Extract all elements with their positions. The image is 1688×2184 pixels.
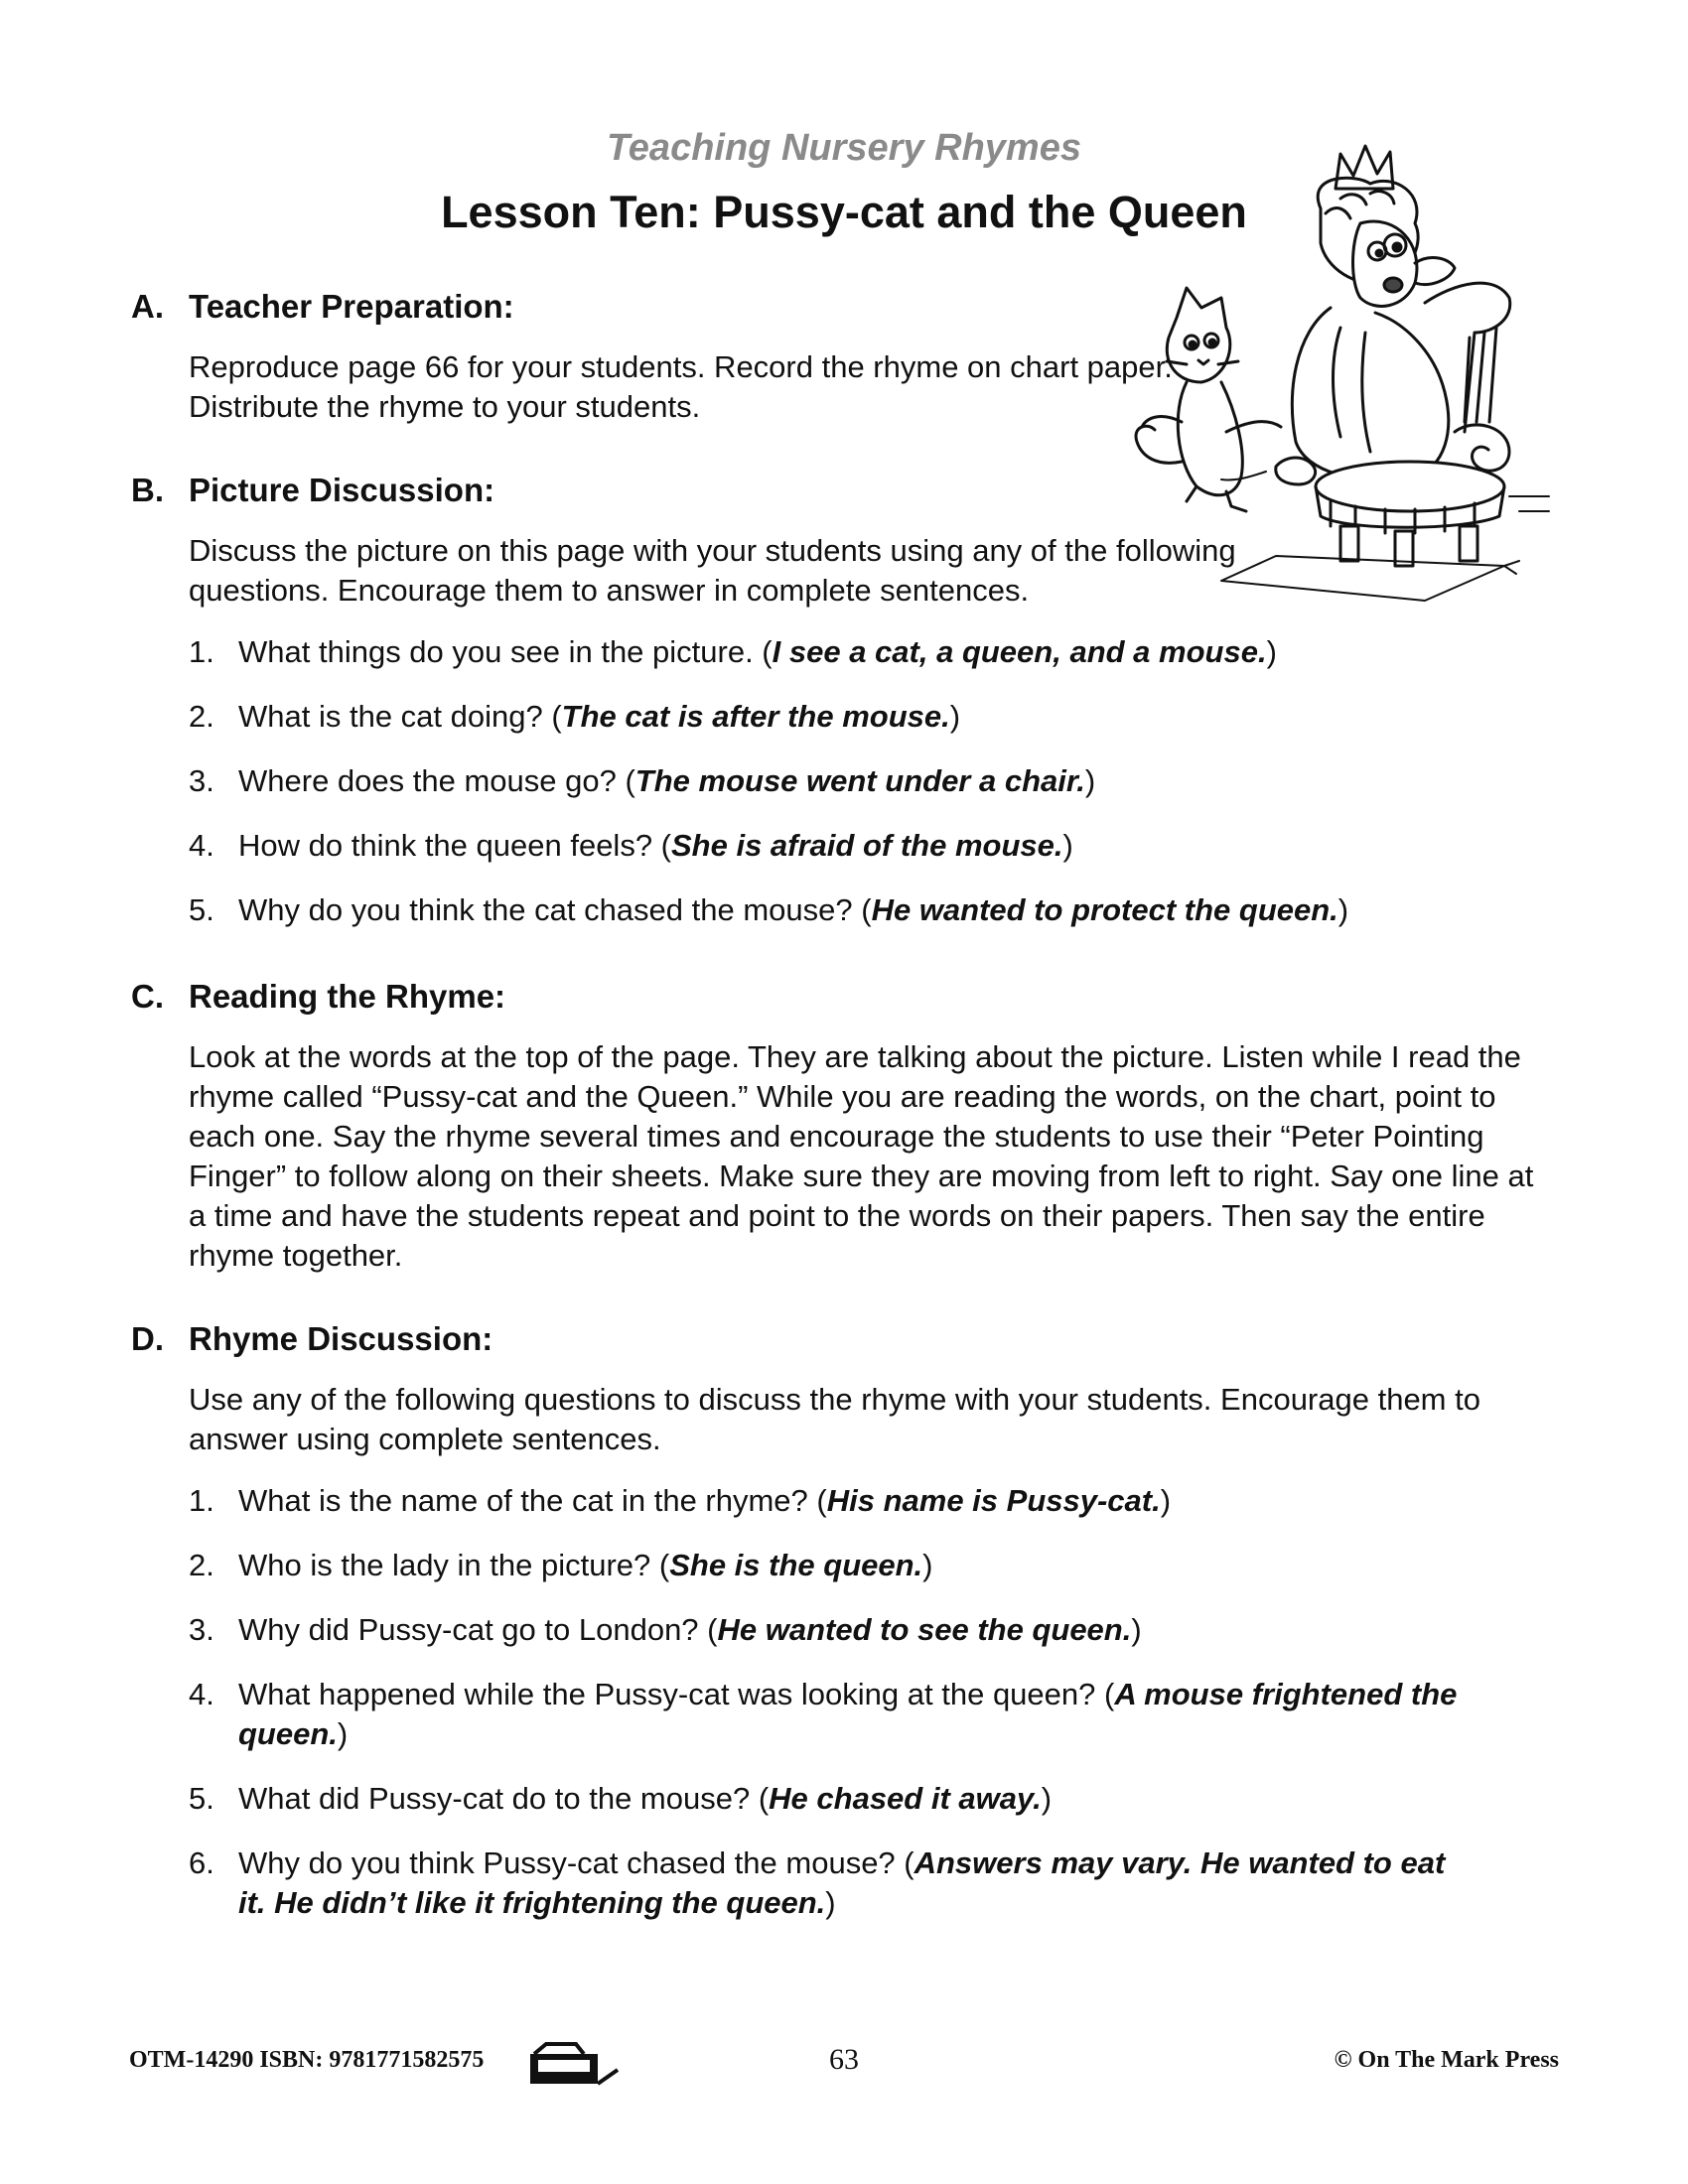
section-letter: B. bbox=[131, 472, 164, 508]
series-title: Teaching Nursery Rhymes bbox=[607, 127, 1081, 169]
section-letter: C. bbox=[131, 978, 164, 1015]
section-heading: Picture Discussion: bbox=[189, 472, 495, 508]
section-heading: Rhyme Discussion: bbox=[189, 1320, 493, 1357]
section-paragraph: Use any of the following questions to discuss the rhyme with your students. Encourage them to answer using complete sentences. bbox=[189, 1382, 1480, 1456]
answer: The mouse went under a chair. bbox=[634, 763, 1085, 798]
list-item: 1. What things do you see in the picture. (I see a cat, a queen, and a mouse.) bbox=[189, 634, 1277, 669]
answer: A mouse frightened the queen. bbox=[238, 1677, 1458, 1751]
answer: She is afraid of the mouse. bbox=[671, 828, 1063, 863]
section-picture-discussion bbox=[131, 472, 1571, 955]
list-item: 5. What did Pussy-cat do to the mouse? (He chased it away.) bbox=[189, 1781, 1053, 1816]
lesson-title: Lesson Ten: Pussy-cat and the Queen bbox=[441, 187, 1247, 237]
answer: Answers may vary. He wanted to eat it. He didn’t like it frightening the queen. bbox=[238, 1845, 1446, 1920]
section-letter: A. bbox=[131, 288, 164, 325]
section-reading-the-rhyme bbox=[131, 978, 1571, 1276]
section-letter: D. bbox=[131, 1320, 164, 1357]
section-teacher-preparation bbox=[131, 288, 1571, 427]
answer: He chased it away. bbox=[769, 1781, 1042, 1816]
section-paragraph: Reproduce page 66 for your students. Record the rhyme on chart paper. Distribute the rhyme to your students. bbox=[189, 349, 1173, 424]
list-item: 3. Why did Pussy-cat go to London? (He wanted to see the queen.) bbox=[189, 1612, 1142, 1647]
list-item: 2. Who is the lady in the picture? (She is the queen.) bbox=[189, 1548, 933, 1582]
list-item: 5. Why do you think the cat chased the mouse? (He wanted to protect the queen.) bbox=[189, 892, 1349, 927]
list-item: 1. What is the name of the cat in the rhyme? (His name is Pussy-cat.) bbox=[189, 1483, 1172, 1518]
section-heading: Teacher Preparation: bbox=[189, 288, 514, 325]
list-item: 4. How do think the queen feels? (She is afraid of the mouse.) bbox=[189, 828, 1073, 863]
answer: She is the queen. bbox=[669, 1548, 923, 1582]
answer: I see a cat, a queen, and a mouse. bbox=[772, 634, 1267, 669]
section-paragraph: Discuss the picture on this page with your students using any of the following questions. Encourage them to answer in complete sentences. bbox=[189, 533, 1236, 608]
list-item: 4. What happened while the Pussy-cat was looking at the queen? (A mouse frightened the queen.) bbox=[189, 1677, 1458, 1751]
answer: He wanted to see the queen. bbox=[717, 1612, 1132, 1647]
list-item: 3. Where does the mouse go? (The mouse went under a chair.) bbox=[189, 763, 1096, 798]
section-heading: Reading the Rhyme: bbox=[189, 978, 506, 1015]
section-paragraph: Look at the words at the top of the page. They are talking about the picture. Listen while I read the rhyme called “Pussy-cat and the Queen.” While you are reading the words, on the chart, point to each one. Say the rhyme several times and encourage the students to use their “Peter Pointing Finger” to follow along on their sheets. Make sure they are moving from left to right. Say one line at a time and have the students repeat and point to the words on their papers. Then say the entire rhyme together. bbox=[189, 1039, 1534, 1273]
footer-isbn: OTM-14290 ISBN: 9781771582575 bbox=[129, 2047, 485, 2073]
footer-copyright: © On The Mark Press bbox=[1334, 2047, 1559, 2073]
list-item: 6. Why do you think Pussy-cat chased the mouse? (Answers may vary. He wanted to eat it. He didn’t like it frightening the queen.) bbox=[189, 1845, 1446, 1920]
question-list bbox=[189, 1481, 1571, 1923]
answer: The cat is after the mouse. bbox=[561, 699, 950, 734]
list-item: 2. What is the cat doing? (The cat is after the mouse.) bbox=[189, 699, 961, 734]
answer: His name is Pussy-cat. bbox=[826, 1483, 1161, 1518]
question-list bbox=[189, 632, 1571, 930]
page-number: 63 bbox=[829, 2043, 859, 2076]
section-rhyme-discussion bbox=[131, 1320, 1571, 1948]
answer: He wanted to protect the queen. bbox=[871, 892, 1338, 927]
